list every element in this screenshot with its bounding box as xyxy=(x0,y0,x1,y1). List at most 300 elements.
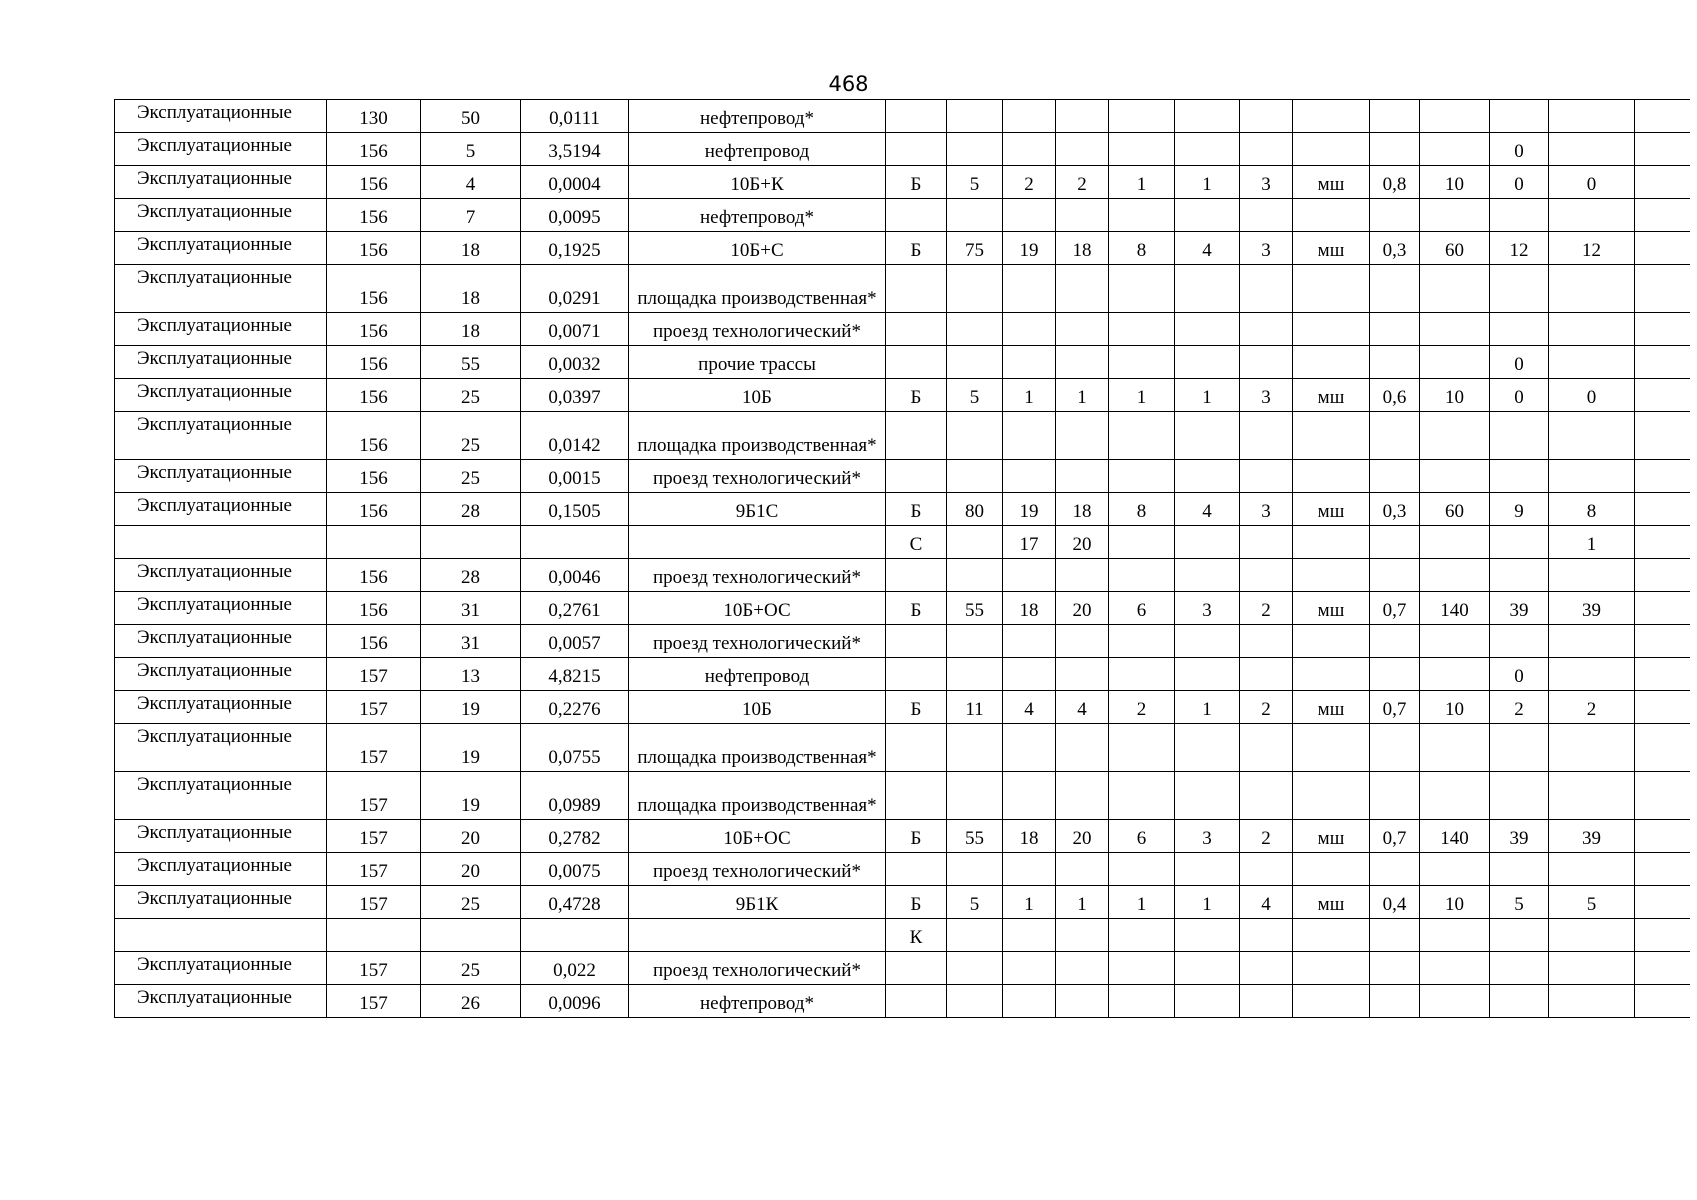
table-cell xyxy=(1175,100,1240,133)
table-cell: проезд технологический* xyxy=(629,559,886,592)
table-cell: 10Б xyxy=(629,379,886,412)
table-row xyxy=(115,379,1690,412)
table-cell: 0,3 xyxy=(1370,232,1420,265)
table-cell xyxy=(1370,133,1420,166)
table-cell xyxy=(1549,460,1635,493)
table-cell: 3,5194 xyxy=(521,133,629,166)
table-cell: 0,8 xyxy=(1370,166,1420,199)
table-cell xyxy=(1635,886,1690,919)
table-cell xyxy=(886,133,947,166)
table-cell: 12 xyxy=(1549,232,1635,265)
table-cell xyxy=(1003,313,1056,346)
table-cell: 10Б+С xyxy=(629,232,886,265)
table-cell xyxy=(1635,592,1690,625)
table-cell: площадка производственная* xyxy=(629,412,886,460)
table-row xyxy=(115,919,1690,952)
table-cell xyxy=(1293,460,1370,493)
table-cell xyxy=(1370,724,1420,772)
table-cell: 156 xyxy=(327,166,421,199)
table-cell xyxy=(1056,460,1109,493)
table-cell xyxy=(1635,691,1690,724)
table-cell: 26 xyxy=(421,985,521,1018)
table-cell xyxy=(1175,724,1240,772)
table-cell xyxy=(1003,133,1056,166)
table-cell: мш xyxy=(1293,166,1370,199)
table-cell: 157 xyxy=(327,985,421,1018)
table-cell: 75 xyxy=(947,232,1003,265)
table-row xyxy=(115,592,1690,625)
table-cell: 0,4 xyxy=(1370,886,1420,919)
table-cell: 0,0046 xyxy=(521,559,629,592)
table-cell xyxy=(1293,952,1370,985)
table-cell xyxy=(1635,625,1690,658)
table-cell: 20 xyxy=(1056,526,1109,559)
table-cell: Эксплуатационные xyxy=(115,265,327,313)
table-cell: Эксплуатационные xyxy=(115,493,327,526)
table-cell: площадка производственная* xyxy=(629,724,886,772)
table-cell xyxy=(886,100,947,133)
table-cell xyxy=(1420,952,1490,985)
table-cell xyxy=(629,919,886,952)
table-cell xyxy=(1293,346,1370,379)
table-cell xyxy=(1490,199,1549,232)
table-cell xyxy=(1175,265,1240,313)
table-cell: 28 xyxy=(421,559,521,592)
table-cell: 2 xyxy=(1240,820,1293,853)
table-cell: 3 xyxy=(1175,820,1240,853)
table-cell xyxy=(1109,133,1175,166)
table-cell: 5 xyxy=(947,166,1003,199)
table-cell: прочие трассы xyxy=(629,346,886,379)
table-cell xyxy=(1293,313,1370,346)
table-cell: Эксплуатационные xyxy=(115,412,327,460)
table-cell xyxy=(886,412,947,460)
table-cell xyxy=(1175,985,1240,1018)
table-cell xyxy=(1549,100,1635,133)
table-cell: Эксплуатационные xyxy=(115,313,327,346)
table-cell: 0,2761 xyxy=(521,592,629,625)
table-cell: 9Б1К xyxy=(629,886,886,919)
table-cell: 2 xyxy=(1056,166,1109,199)
table-cell: 0 xyxy=(1490,379,1549,412)
table-cell xyxy=(1003,100,1056,133)
table-cell xyxy=(1293,658,1370,691)
table-cell xyxy=(1056,658,1109,691)
table-cell xyxy=(421,526,521,559)
table-cell xyxy=(1240,133,1293,166)
table-cell: 2 xyxy=(1109,691,1175,724)
table-row xyxy=(115,886,1690,919)
table-cell xyxy=(1056,199,1109,232)
table-cell: 5 xyxy=(421,133,521,166)
table-cell: 0,0015 xyxy=(521,460,629,493)
table-cell: 25 xyxy=(421,379,521,412)
table-cell: Б xyxy=(886,379,947,412)
table-cell xyxy=(886,559,947,592)
table-cell: Б xyxy=(886,820,947,853)
table-cell: Эксплуатационные xyxy=(115,886,327,919)
table-cell xyxy=(1635,559,1690,592)
table-cell: 0,6 xyxy=(1370,379,1420,412)
table-cell: 3 xyxy=(1240,166,1293,199)
table-cell xyxy=(1056,346,1109,379)
table-cell xyxy=(1635,460,1690,493)
table-row xyxy=(115,724,1690,772)
table-cell xyxy=(1635,724,1690,772)
table-cell: 5 xyxy=(1549,886,1635,919)
table-cell xyxy=(1420,100,1490,133)
table-cell xyxy=(1370,100,1420,133)
table-cell xyxy=(1635,313,1690,346)
table-cell: 0,2276 xyxy=(521,691,629,724)
table-cell: 20 xyxy=(1056,592,1109,625)
table-cell xyxy=(1635,232,1690,265)
table-cell xyxy=(1175,313,1240,346)
table-row xyxy=(115,526,1690,559)
table-cell xyxy=(1293,772,1370,820)
table-cell xyxy=(1293,625,1370,658)
table-cell xyxy=(1370,625,1420,658)
table-cell: 2 xyxy=(1240,592,1293,625)
table-cell: Эксплуатационные xyxy=(115,724,327,772)
table-cell xyxy=(947,265,1003,313)
table-cell xyxy=(1635,379,1690,412)
table-cell xyxy=(1370,952,1420,985)
table-cell: 20 xyxy=(421,820,521,853)
table-cell xyxy=(886,724,947,772)
table-cell xyxy=(1240,952,1293,985)
table-cell: 19 xyxy=(421,724,521,772)
table-cell xyxy=(115,526,327,559)
table-cell xyxy=(1490,412,1549,460)
table-cell: Эксплуатационные xyxy=(115,853,327,886)
table-cell xyxy=(1175,460,1240,493)
table-cell: 0,0142 xyxy=(521,412,629,460)
table-cell xyxy=(1490,919,1549,952)
table-cell: 1 xyxy=(1175,691,1240,724)
table-cell xyxy=(1635,265,1690,313)
table-cell: 10 xyxy=(1420,379,1490,412)
table-cell: площадка производственная* xyxy=(629,772,886,820)
table-cell xyxy=(1175,853,1240,886)
table-cell: Эксплуатационные xyxy=(115,820,327,853)
table-cell: 0,022 xyxy=(521,952,629,985)
table-cell: 0,0057 xyxy=(521,625,629,658)
table-cell: 156 xyxy=(327,460,421,493)
table-cell: 3 xyxy=(1240,493,1293,526)
table-cell xyxy=(1109,853,1175,886)
forest-inventory-table xyxy=(114,99,1690,1018)
table-cell: 1 xyxy=(1056,379,1109,412)
table-cell xyxy=(1635,952,1690,985)
table-cell: 18 xyxy=(1003,820,1056,853)
table-cell xyxy=(1420,265,1490,313)
table-cell: 18 xyxy=(421,313,521,346)
table-cell: 0,7 xyxy=(1370,820,1420,853)
table-cell xyxy=(1370,985,1420,1018)
table-cell xyxy=(1635,412,1690,460)
table-cell xyxy=(1549,133,1635,166)
table-cell: 156 xyxy=(327,559,421,592)
table-row xyxy=(115,853,1690,886)
table-cell: 4,8215 xyxy=(521,658,629,691)
table-cell xyxy=(1293,853,1370,886)
table-cell xyxy=(1549,625,1635,658)
table-cell xyxy=(947,985,1003,1018)
table-cell xyxy=(886,346,947,379)
table-cell: 25 xyxy=(421,460,521,493)
table-cell xyxy=(1549,985,1635,1018)
table-row xyxy=(115,313,1690,346)
table-cell xyxy=(1549,559,1635,592)
table-cell xyxy=(947,133,1003,166)
table-cell: Б xyxy=(886,592,947,625)
table-cell xyxy=(1490,313,1549,346)
table-cell xyxy=(1635,493,1690,526)
table-cell xyxy=(1109,265,1175,313)
table-cell xyxy=(1490,625,1549,658)
table-cell: Эксплуатационные xyxy=(115,952,327,985)
table-cell xyxy=(1420,625,1490,658)
table-cell: 0,1925 xyxy=(521,232,629,265)
table-cell xyxy=(1003,412,1056,460)
table-cell: Эксплуатационные xyxy=(115,232,327,265)
table-cell xyxy=(947,346,1003,379)
table-cell xyxy=(947,625,1003,658)
table-cell: 55 xyxy=(421,346,521,379)
table-cell xyxy=(1175,133,1240,166)
table-cell xyxy=(947,559,1003,592)
table-cell xyxy=(1175,919,1240,952)
table-cell xyxy=(1370,460,1420,493)
table-cell: 18 xyxy=(1003,592,1056,625)
table-cell xyxy=(1240,346,1293,379)
table-cell xyxy=(1003,724,1056,772)
table-cell xyxy=(1109,526,1175,559)
table-cell: 0,0397 xyxy=(521,379,629,412)
table-cell xyxy=(1549,412,1635,460)
table-cell: Эксплуатационные xyxy=(115,559,327,592)
table-cell xyxy=(1109,772,1175,820)
table-cell xyxy=(1293,100,1370,133)
table-cell xyxy=(1240,460,1293,493)
table-cell: 4 xyxy=(1240,886,1293,919)
table-cell: 80 xyxy=(947,493,1003,526)
table-cell: 1 xyxy=(1109,166,1175,199)
table-cell xyxy=(1420,658,1490,691)
table-row xyxy=(115,346,1690,379)
table-cell xyxy=(1003,265,1056,313)
table-cell xyxy=(1635,133,1690,166)
table-cell xyxy=(1003,853,1056,886)
table-cell: Эксплуатационные xyxy=(115,691,327,724)
table-cell: Эксплуатационные xyxy=(115,772,327,820)
table-cell xyxy=(1293,559,1370,592)
table-cell xyxy=(1549,724,1635,772)
table-cell xyxy=(1635,346,1690,379)
table-cell xyxy=(1109,100,1175,133)
table-cell xyxy=(1175,199,1240,232)
table-cell xyxy=(1240,919,1293,952)
table-cell xyxy=(1056,265,1109,313)
table-cell: Б xyxy=(886,886,947,919)
table-cell xyxy=(1635,658,1690,691)
table-row xyxy=(115,658,1690,691)
table-cell xyxy=(1240,100,1293,133)
table-cell xyxy=(947,952,1003,985)
table-cell xyxy=(1635,919,1690,952)
table-cell xyxy=(947,526,1003,559)
table-cell: 10 xyxy=(1420,691,1490,724)
table-cell: 130 xyxy=(327,100,421,133)
table-cell: 0 xyxy=(1490,346,1549,379)
table-cell: 156 xyxy=(327,133,421,166)
table-cell: 5 xyxy=(947,886,1003,919)
table-row xyxy=(115,691,1690,724)
table-row xyxy=(115,625,1690,658)
table-cell: 2 xyxy=(1549,691,1635,724)
table-cell xyxy=(1109,346,1175,379)
table-cell: 0,1505 xyxy=(521,493,629,526)
table-cell xyxy=(1109,952,1175,985)
table-cell xyxy=(421,919,521,952)
table-cell xyxy=(1003,346,1056,379)
table-cell: 0 xyxy=(1490,658,1549,691)
table-cell: Эксплуатационные xyxy=(115,379,327,412)
table-cell: 0,0111 xyxy=(521,100,629,133)
table-cell xyxy=(1370,412,1420,460)
table-cell: 0,0004 xyxy=(521,166,629,199)
table-cell xyxy=(1293,265,1370,313)
table-cell xyxy=(1003,460,1056,493)
table-cell: 5 xyxy=(1490,886,1549,919)
table-cell xyxy=(1240,313,1293,346)
table-cell xyxy=(1420,772,1490,820)
table-cell xyxy=(1490,985,1549,1018)
table-cell xyxy=(1293,412,1370,460)
table-cell xyxy=(1109,460,1175,493)
table-cell xyxy=(1370,526,1420,559)
table-cell xyxy=(1370,559,1420,592)
table-cell xyxy=(1109,919,1175,952)
table-cell xyxy=(1293,724,1370,772)
table-cell: С xyxy=(886,526,947,559)
table-cell xyxy=(1175,952,1240,985)
table-cell: 25 xyxy=(421,886,521,919)
table-cell xyxy=(947,772,1003,820)
table-cell: 0,0291 xyxy=(521,265,629,313)
table-cell: 19 xyxy=(421,691,521,724)
table-cell xyxy=(1549,772,1635,820)
table-cell: 0,0989 xyxy=(521,772,629,820)
table-cell xyxy=(1175,772,1240,820)
table-cell xyxy=(886,265,947,313)
table-cell xyxy=(1240,559,1293,592)
table-cell: 7 xyxy=(421,199,521,232)
table-cell: 156 xyxy=(327,379,421,412)
table-cell xyxy=(1003,985,1056,1018)
table-cell: 157 xyxy=(327,886,421,919)
table-cell xyxy=(1370,658,1420,691)
table-cell: 25 xyxy=(421,952,521,985)
table-cell xyxy=(1370,853,1420,886)
table-cell: нефтепровод xyxy=(629,658,886,691)
table-cell: 157 xyxy=(327,724,421,772)
table-cell: 0,0071 xyxy=(521,313,629,346)
table-cell xyxy=(1490,853,1549,886)
table-cell xyxy=(1109,625,1175,658)
table-cell: 0,7 xyxy=(1370,592,1420,625)
table-cell: 18 xyxy=(421,232,521,265)
table-cell: 157 xyxy=(327,820,421,853)
table-cell: К xyxy=(886,919,947,952)
table-cell xyxy=(1420,853,1490,886)
table-cell: 10Б+К xyxy=(629,166,886,199)
table-cell xyxy=(1549,919,1635,952)
table-cell: мш xyxy=(1293,379,1370,412)
table-cell xyxy=(521,919,629,952)
table-cell xyxy=(1370,199,1420,232)
table-cell xyxy=(1370,313,1420,346)
table-cell xyxy=(886,985,947,1018)
table-cell: 157 xyxy=(327,853,421,886)
table-cell xyxy=(1240,526,1293,559)
table-cell xyxy=(1420,313,1490,346)
table-cell: 19 xyxy=(1003,232,1056,265)
table-cell xyxy=(1549,853,1635,886)
table-cell xyxy=(1490,724,1549,772)
table-cell xyxy=(1240,772,1293,820)
table-cell xyxy=(886,952,947,985)
table-cell xyxy=(1003,919,1056,952)
table-cell: 2 xyxy=(1240,691,1293,724)
table-cell xyxy=(1056,985,1109,1018)
table-cell: 3 xyxy=(1240,379,1293,412)
table-cell: Эксплуатационные xyxy=(115,592,327,625)
table-cell: нефтепровод xyxy=(629,133,886,166)
table-cell: 156 xyxy=(327,493,421,526)
table-cell: 157 xyxy=(327,658,421,691)
table-cell xyxy=(1003,952,1056,985)
table-cell xyxy=(947,919,1003,952)
table-cell: мш xyxy=(1293,691,1370,724)
table-cell xyxy=(1549,658,1635,691)
table-cell: 31 xyxy=(421,625,521,658)
table-cell xyxy=(1635,772,1690,820)
table-cell xyxy=(1490,772,1549,820)
table-cell xyxy=(1056,313,1109,346)
table-cell xyxy=(1490,952,1549,985)
table-cell: 1 xyxy=(1056,886,1109,919)
table-cell: 8 xyxy=(1109,232,1175,265)
table-cell: Эксплуатационные xyxy=(115,100,327,133)
table-cell xyxy=(886,658,947,691)
table-cell xyxy=(1240,199,1293,232)
table-cell: 10Б+ОС xyxy=(629,592,886,625)
table-cell: Эксплуатационные xyxy=(115,199,327,232)
table-cell xyxy=(1175,346,1240,379)
table-cell xyxy=(1109,658,1175,691)
table-cell xyxy=(1420,346,1490,379)
table-cell: 13 xyxy=(421,658,521,691)
table-cell: проезд технологический* xyxy=(629,313,886,346)
table-cell xyxy=(115,919,327,952)
table-cell: 157 xyxy=(327,772,421,820)
table-cell xyxy=(1056,919,1109,952)
table-cell: проезд технологический* xyxy=(629,460,886,493)
table-row xyxy=(115,460,1690,493)
table-cell xyxy=(1420,412,1490,460)
